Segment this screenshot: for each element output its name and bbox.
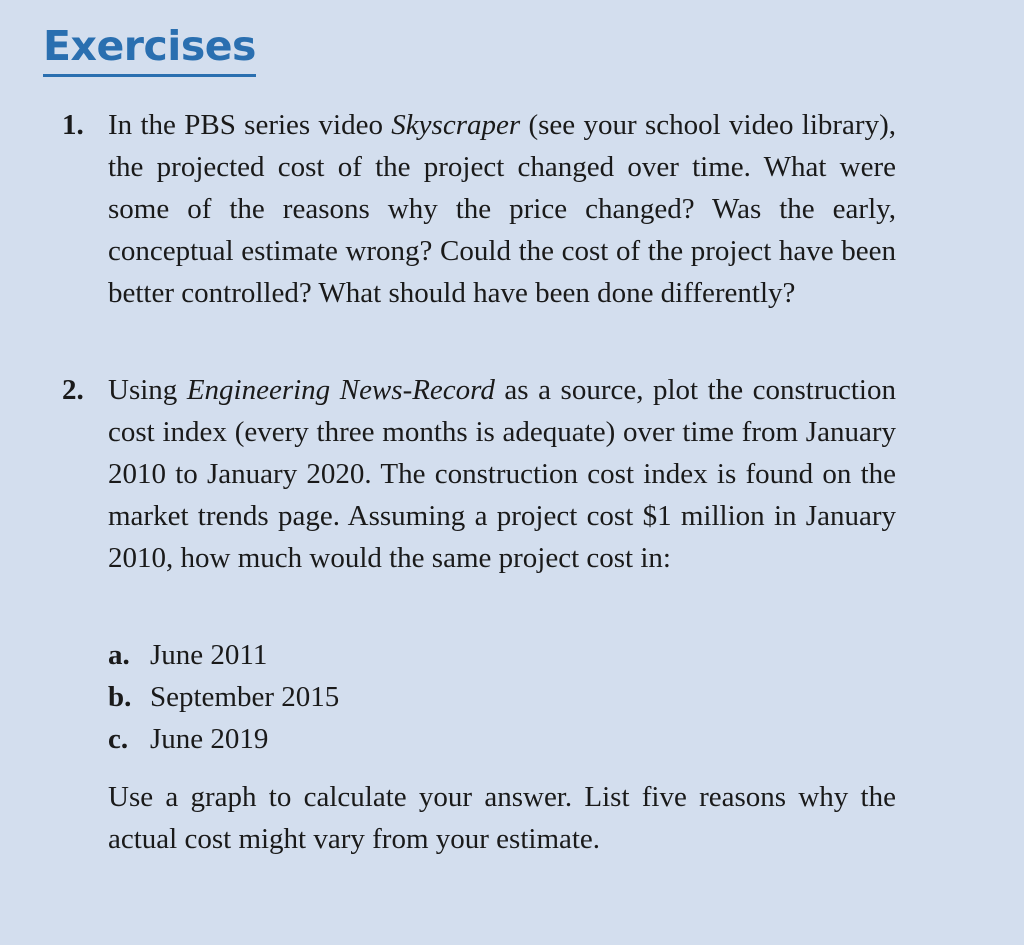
subitem-a [108,634,339,676]
subitem-c [108,718,339,760]
exercise-text-italic: Skyscraper [391,109,521,141]
exercise-text [108,369,896,579]
subitem-letter: c. [108,723,129,755]
exercise-text-post: as a source, plot the construction cost index (every three months is adequate) over time from January 2010 to January 2020. The construction cost index is found on the market trends page. Assuming a project cost $1 million in January 2010, how much would the same project cost in: [108,374,896,574]
subitem-text: September 2015 [150,681,340,713]
subitem-list [108,634,339,760]
subitem-letter: a. [108,639,130,671]
exercise-2 [62,369,896,579]
exercise-text-italic: Engineering News-Record [186,374,495,406]
subitem-letter: b. [108,681,132,713]
exercise-text [108,104,896,314]
section-heading: Exercises [43,20,256,77]
subitem-text: June 2019 [150,723,269,755]
exercise-closing-text: Use a graph to calculate your answer. List five reasons why the actual cost might vary from your estimate. [108,781,896,855]
subitem-text: June 2011 [150,639,268,671]
exercise-number: 2. [62,374,84,406]
exercise-text-pre: Using [108,374,187,406]
exercise-text-pre: In the PBS series video [108,109,392,141]
exercise-number: 1. [62,109,84,141]
exercise-1 [62,104,896,314]
exercise-text-post: (see your school video library), the projected cost of the project changed over time. What were some of the reasons why the price changed? Was the early, conceptual estimate wrong? Could the cost of the project have been better controlled? What should have been done differently? [108,109,896,309]
subitem-b [108,676,339,718]
